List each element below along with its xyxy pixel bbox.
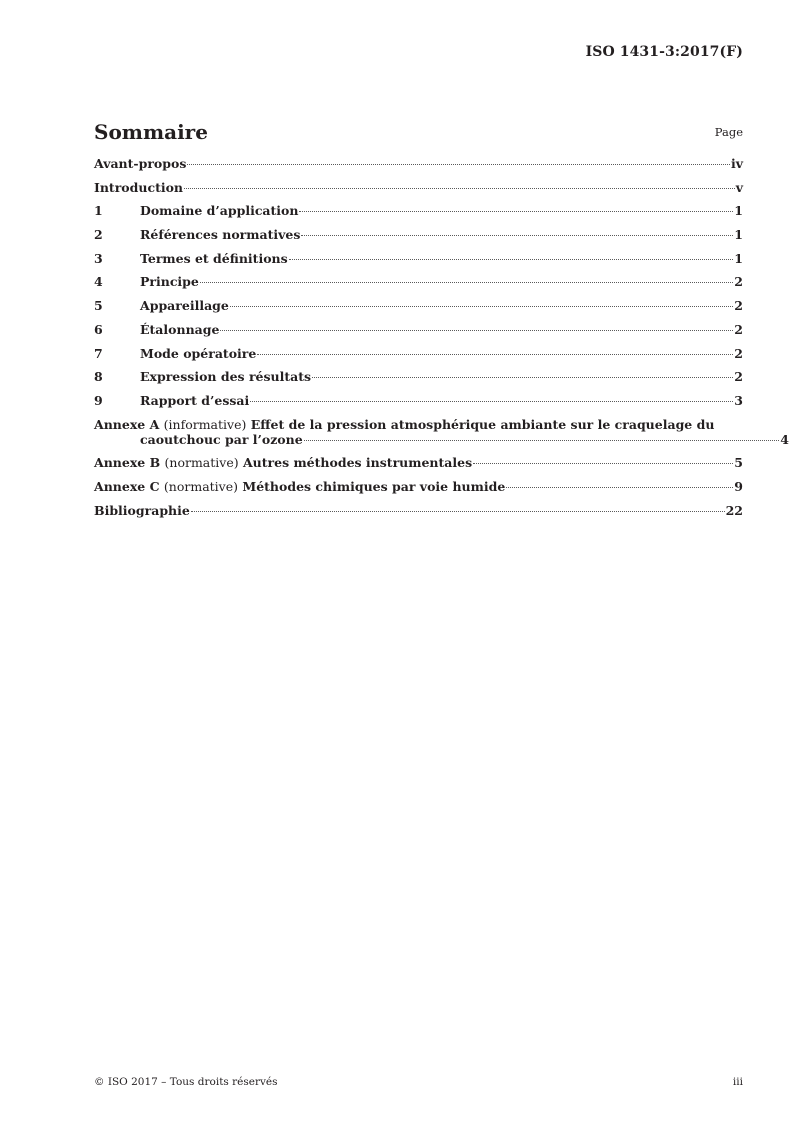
annex-label: Annexe C [94,478,160,494]
annex-title: Méthodes chimiques par voie humide [242,478,506,494]
toc-entry-page: 22 [725,502,743,518]
toc-entry-clause-2[interactable] [94,227,743,242]
toc-entry-bibliographie[interactable] [94,503,743,518]
toc-entry-page: v [735,179,743,195]
toc-entry-clause-9[interactable] [94,393,743,408]
document-id: ISO 1431-3:2017(F) [585,44,743,60]
dot-leader [257,354,733,355]
toc-entry-clause-5[interactable] [94,298,743,313]
toc-entry-number: 5 [94,298,103,314]
annex-kind: (informative) [163,416,247,432]
toc-entry-number: 3 [94,250,103,266]
annex-label: Annexe B [94,455,161,471]
toc-entry-page: iv [730,156,743,171]
copyright-notice: © ISO 2017 – Tous droits réservés [94,1076,278,1088]
page-number: iii [732,1076,743,1088]
dot-leader [473,463,733,464]
annex-kind: (normative) [163,478,238,494]
page-column-label: Page [714,125,743,139]
toc-entry-page: 4 [780,431,789,447]
page-title: Sommaire [94,120,208,144]
toc-entry-number: 6 [94,321,103,337]
toc-entry-page: 2 [734,298,743,314]
toc-entry-title[interactable]: Introduction [94,179,184,195]
toc-entry-title[interactable]: Étalonnage [140,321,220,337]
toc-entry-title[interactable]: Principe [140,274,199,290]
toc-entry-title[interactable]: Expression des résultats [140,369,312,385]
toc-entry-title[interactable]: Appareillage [140,298,229,314]
toc-entry-page: 2 [734,369,743,385]
toc-entry-clause-6[interactable] [94,322,743,337]
dot-leader [184,188,735,189]
toc-entry-page: 2 [734,274,743,290]
annex-label: Annexe A [94,416,160,432]
toc-entry-number: 7 [94,345,103,361]
toc-entry-annex-c[interactable] [94,479,743,494]
toc-entry-title[interactable] [94,417,714,432]
dot-leader [299,211,733,212]
toc-title-row [94,112,743,142]
toc-entry-clause-8[interactable] [94,369,743,384]
toc-entry-title[interactable]: Termes et définitions [140,250,288,266]
dot-leader [220,330,733,331]
toc-entry-page: 2 [734,345,743,361]
toc-entry-title[interactable]: Avant-propos [94,156,187,171]
dot-leader [304,440,780,441]
toc-entry-title[interactable]: Bibliographie [94,502,190,518]
toc-entry-page: 2 [734,321,743,337]
dot-leader [250,401,733,402]
annex-kind: (normative) [164,455,239,471]
toc-entry-clause-4[interactable] [94,274,743,289]
dot-leader [312,377,733,378]
toc-entry-introduction[interactable] [94,180,743,195]
dot-leader [200,282,733,283]
toc-entry-number: 9 [94,392,103,408]
dot-leader [506,487,733,488]
toc-entry-number: 4 [94,274,103,290]
annex-title-line2[interactable]: caoutchouc par l’ozone [140,431,303,447]
toc-entry-avant-propos[interactable] [94,156,743,171]
toc-entry-number: 2 [94,227,103,243]
dot-leader [191,511,725,512]
dot-leader [187,164,730,165]
dot-leader [289,259,734,260]
toc-entry-page: 5 [734,455,743,471]
toc-entry-clause-1[interactable] [94,203,743,218]
toc-entry-number: 8 [94,369,103,385]
toc-entry-page: 1 [734,250,743,266]
toc-entry-title[interactable] [94,455,472,470]
toc-entry-page: 3 [734,392,743,408]
toc-entry-annex-a[interactable] [94,416,789,447]
toc-entry-page: 1 [734,203,743,219]
annex-title-line1: Effet de la pression atmosphérique ambiante sur le craquelage du [250,416,715,432]
toc-entry-title[interactable] [94,479,505,494]
toc-entry-clause-3[interactable] [94,251,743,266]
toc-entry-title[interactable]: Domaine d’application [140,203,299,219]
toc-entry-number: 1 [94,203,103,219]
toc-entry-page: 9 [734,478,743,494]
toc-entry-title[interactable]: Références normatives [140,227,301,243]
dot-leader [230,306,733,307]
dot-leader [301,235,733,236]
toc-entry-title[interactable]: Mode opératoire [140,345,257,361]
table-of-contents [94,156,789,526]
toc-entry-page: 1 [734,227,743,243]
toc-entry-annex-b[interactable] [94,455,743,470]
toc-entry-clause-7[interactable] [94,346,743,361]
annex-title: Autres méthodes instrumentales [242,455,473,471]
toc-entry-title[interactable]: Rapport d’essai [140,392,250,408]
